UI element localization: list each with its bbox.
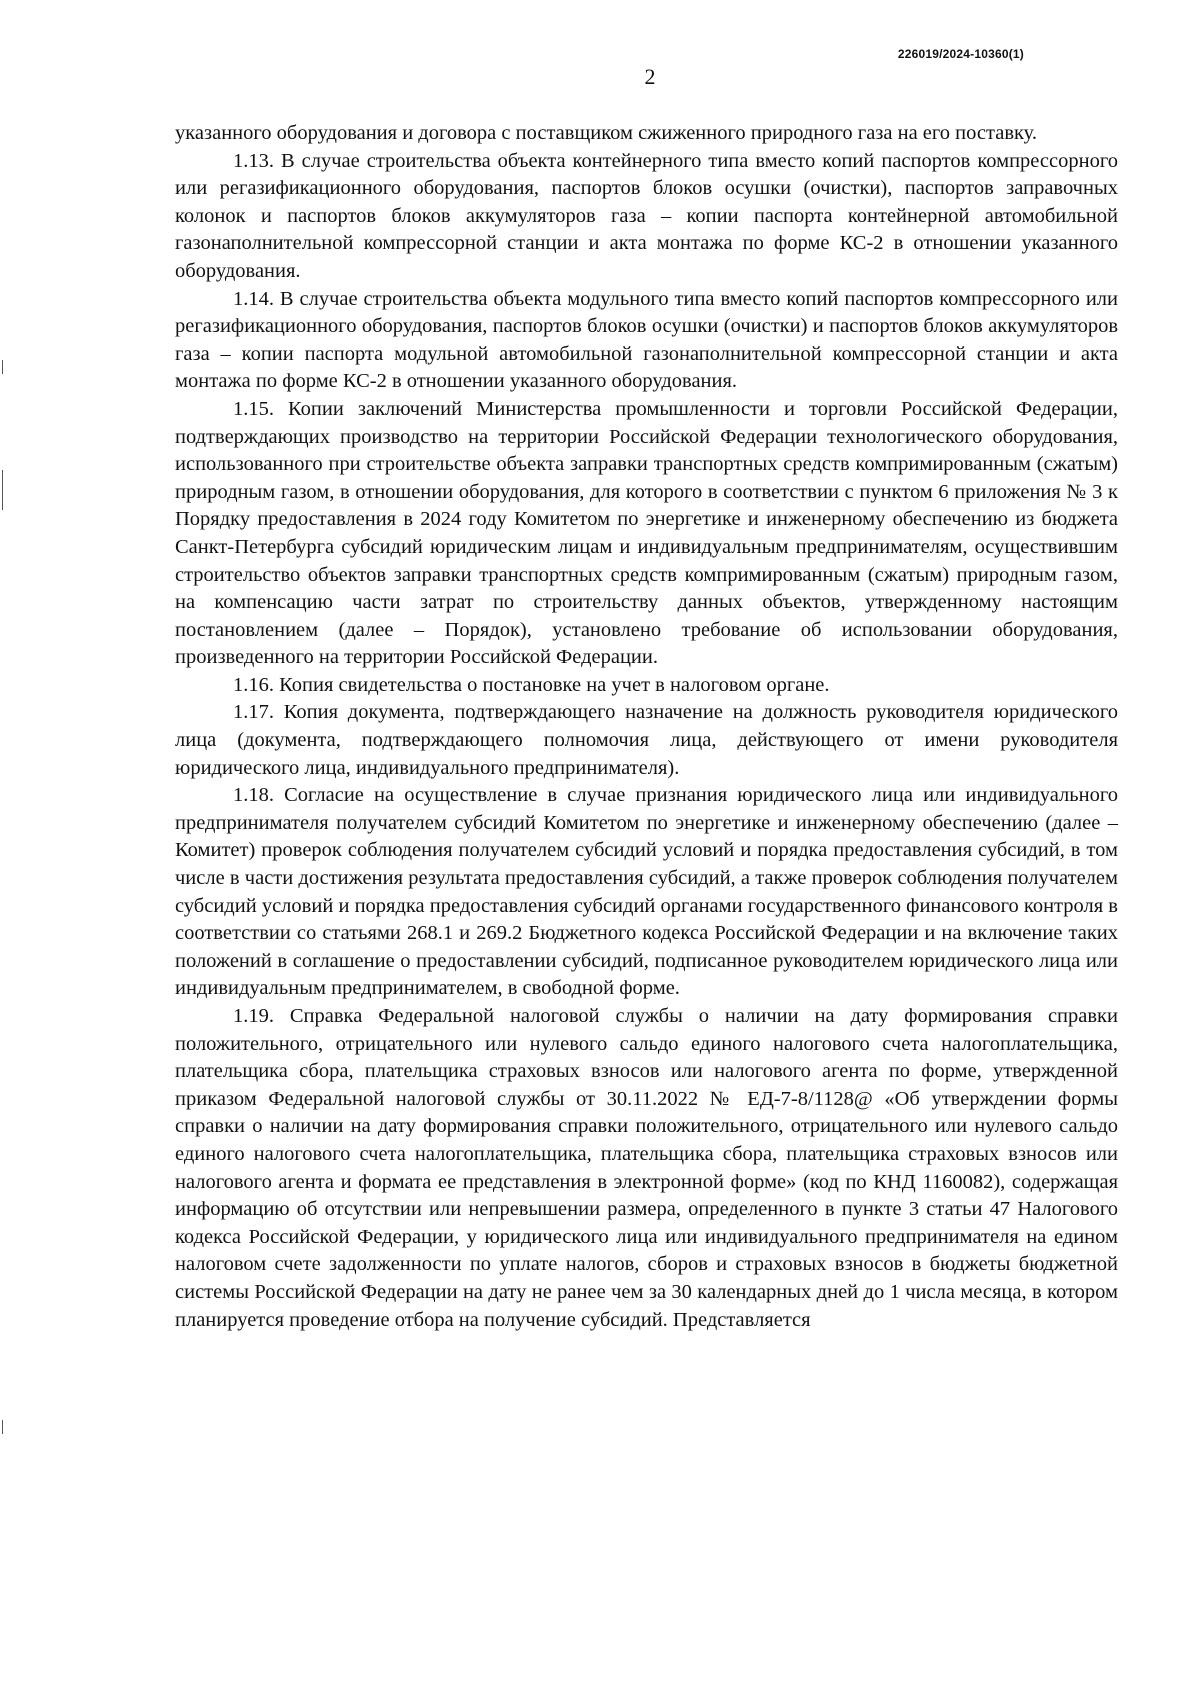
paragraph-1-15: 1.15. Копии заключений Министерства промышленности и торговли Российской Федерации, подтверждающих производство на территории Российской Федерации технологического оборудования, использованного при строительстве объекта заправки транспортных средств компримированным (сжатым) природным газом, в отношении оборудования, для которого в соответствии с пунктом 6 приложения № 3 к Порядку предоставления в 2024 году Комитетом по энергетике и инженерному обеспечению из бюджета Санкт-Петербурга субсидий юридическим лицам и индивидуальным предпринимателям, осуществившим строительство объектов заправки транспортных средств компримированным (сжатым) природным газом, на компенсацию части затрат по строительству данных объектов, утвержденному настоящим постановлением (далее – Порядок), установлено требование об использовании оборудования, произведенного на территории Российской Федерации. (175, 397, 1118, 669)
document-registration-number: 226019/2024-10360(1) (897, 47, 1024, 61)
paragraph-1-19: 1.19. Справка Федеральной налоговой службы о наличии на дату формирования справки положительного, отрицательного или нулевого сальдо единого налогового счета налогоплательщика, плательщика сбора, плательщика страховых взносов или налогового агента по форме, утвержденной приказом Федеральной налоговой службы от 30.11.2022 № ЕД-7-8/1128@ «Об утверждении формы справки о наличии на дату формирования справки положительного, отрицательного или нулевого сальдо единого налогового счета налогоплательщика, плательщика сбора, плательщика страховых взносов или налогового агента и формата ее представления в электронной форме» (код по КНД 1160082), содержащая информацию об отсутствии или непревышении размера, определенного в пункте 3 статьи 47 Налогового кодекса Российской Федерации, у юридического лица или индивидуального предпринимателя на едином налоговом счете задолженности по уплате налогов, сборов и страховых взносов в бюджеты бюджетной системы Российской Федерации на дату не ранее чем за 30 календарных дней до 1 числа месяца, в котором планируется проведение отбора на получение субсидий. Представляется (175, 1005, 1118, 1331)
document-body (175, 120, 1118, 1334)
paragraph-1-14: 1.14. В случае строительства объекта модульного типа вместо копий паспортов компрессорного или регазификационного оборудования, паспортов блоков осушки (очистки) и паспортов блоков аккумуляторов газа – копии паспорта модульной автомобильной газонаполнительной компрессорной станции и акта монтажа по форме КС-2 в отношении указанного оборудования. (175, 287, 1118, 393)
paragraph-1-16: 1.16. Копия свидетельства о постановке на учет в налоговом органе. (233, 673, 830, 696)
page-number: 2 (644, 64, 656, 89)
paragraph-continuation: указанного оборудования и договора с поставщиком сжиженного природного газа на его поставку. (175, 122, 1037, 144)
paragraph-1-13: 1.13. В случае строительства объекта контейнерного типа вместо копий паспортов компрессорного или регазификационного оборудования, паспортов блоков осушки (очистки), паспортов заправочных колонок и паспортов блоков аккумуляторов газа – копии паспорта контейнерной автомобильной газонаполнительной компрессорной станции и акта монтажа по форме КС-2 в отношении указанного оборудования. (175, 149, 1118, 282)
paragraph-1-18: 1.18. Согласие на осуществление в случае признания юридического лица или индивидуального предпринимателя получателем субсидий Комитетом по энергетике и инженерному обеспечению (далее – Комитет) проверок соблюдения получателем субсидий условий и порядка предоставления субсидий, в том числе в части достижения результата предоставления субсидий, а также проверок соблюдения получателем субсидий условий и порядка предоставления субсидий органами государственного финансового контроля в соответствии со статьями 268.1 и 269.2 Бюджетного кодекса Российской Федерации и на включение таких положений в соглашение о предоставлении субсидий, подписанное руководителем юридического лица или индивидуальным предпринимателем, в свободной форме. (175, 784, 1118, 1000)
scan-edge-mark (2, 1420, 3, 1434)
scan-edge-mark (2, 360, 3, 374)
scan-edge-mark (2, 470, 3, 510)
paragraph-1-17: 1.17. Копия документа, подтверждающего назначение на должность руководителя юридического лица (документа, подтверждающего полномочия лица, действующего от имени руководителя юридического лица, индивидуального предпринимателя). (175, 701, 1118, 779)
